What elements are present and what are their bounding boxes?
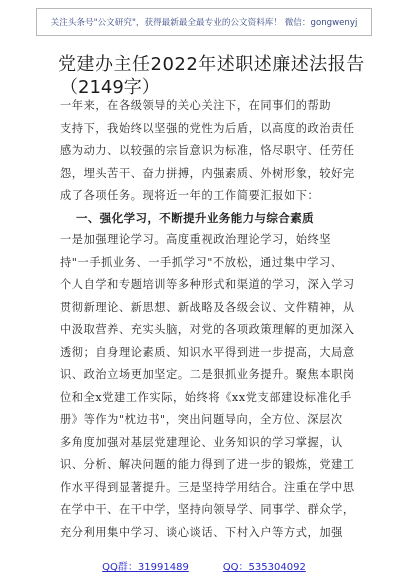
body-line: 多角度加强对基层党建理论、业务知识的学习掌握，认 bbox=[60, 435, 343, 449]
body-line: 识、分析、解决问题的能力得到了进一步的锻炼，党建工 bbox=[60, 458, 355, 471]
intro-line: 一年来，在各级领导的关心关注下，在同事们的帮助 bbox=[60, 99, 332, 112]
body-line: 贯彻新理论、新思想、新战略及各级会议、文件精神，从 bbox=[60, 300, 355, 314]
intro-line: 感为动力、以较强的宗旨意识为标准，恪尽职守、任劳任 bbox=[60, 144, 355, 157]
body-line: 作水平得到显著提升。三是坚持学用结合。注重在学中思 bbox=[60, 480, 355, 494]
body-line: 个人自学和专题培训等多种形式和渠道的学习，深入学习 bbox=[60, 278, 355, 291]
promo-banner: 关注头条号"公文研究"，获得最新最全最专业的公文资料库！ 微信：gongwenyj bbox=[36, 8, 372, 36]
page-title: 党建办主任2022年述职述廉述法报告 bbox=[58, 54, 365, 75]
intro-line: 成了各项任务。现将近一年的工作简要汇报如下： bbox=[60, 189, 320, 202]
intro-line: 支持下，我始终以坚强的党性为后盾，以高度的政治责任 bbox=[60, 121, 355, 135]
body-line: 识、政治立场更加坚定。二是狠抓业务提升。聚焦本职岗 bbox=[60, 368, 355, 381]
body-line: 在学中干、在干中学，坚持向领导学、同事学、群众学， bbox=[60, 503, 355, 516]
body-line: 透彻；自身理论素质、知识水平得到进一步提高，大局意 bbox=[60, 345, 355, 359]
body-line: 持"一手抓业务、一手抓学习"不放松，通过集中学习、 bbox=[60, 255, 343, 269]
body-line: 册》等作为"枕边书"，突出问题导向，全方位、深层次 bbox=[60, 413, 343, 426]
intro-line: 怨，埋头苦干、奋力拼搏，内强素质、外树形象，较好完 bbox=[60, 166, 355, 180]
body-line: 一是加强理论学习。高度重视政治理论学习，始终坚 bbox=[60, 233, 332, 246]
body-line: 充分利用集中学习、谈心谈话、下村入户等方式，加强 bbox=[60, 525, 343, 539]
section-heading: 一、强化学习，不断提升业务能力与综合素质 bbox=[76, 211, 314, 225]
body-line: 位和全x党建工作实际，始终将《xx党支部建设标准化手 bbox=[60, 390, 352, 404]
body-line: 中汲取营养、充实头脑，对党的各项政策理解的更加深入 bbox=[60, 323, 355, 336]
page-title-wordcount: （2149字） bbox=[60, 77, 160, 98]
footer-qq-link[interactable]: QQ：535304092 bbox=[222, 562, 306, 573]
footer-qq-group-link[interactable]: QQ群：31991489 bbox=[102, 562, 189, 573]
footer-contact bbox=[0, 558, 408, 573]
